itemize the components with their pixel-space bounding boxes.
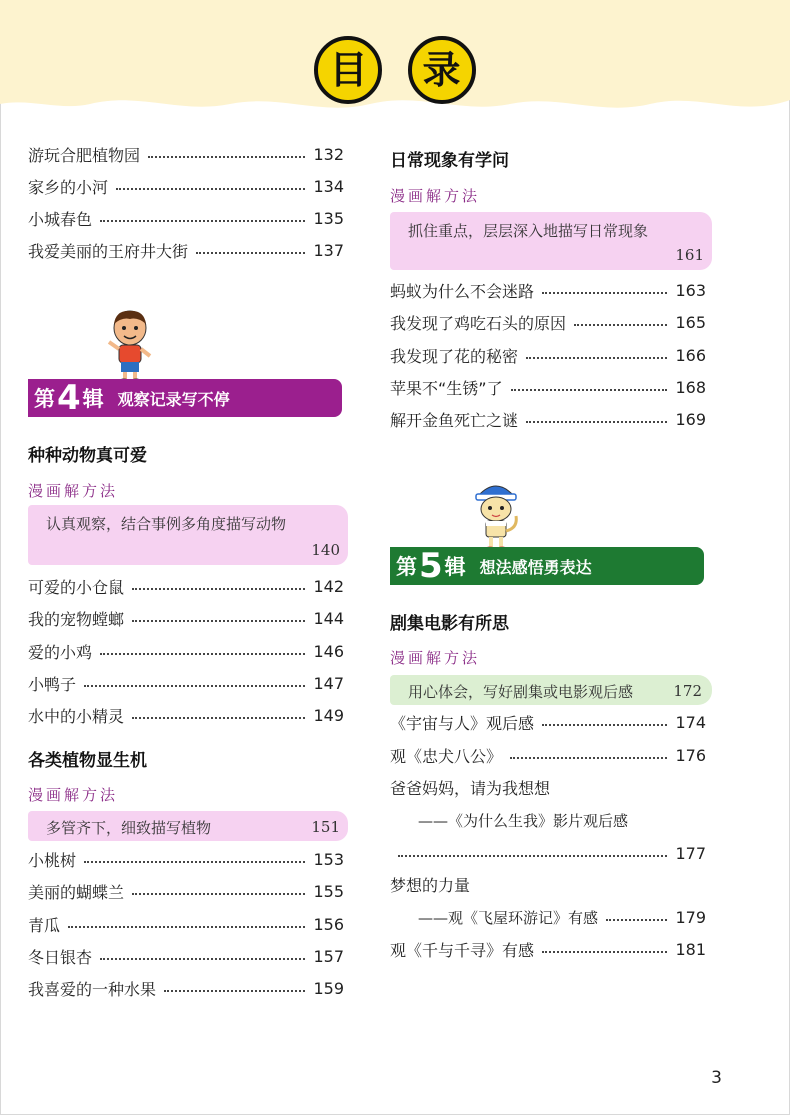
toc-entry[interactable] bbox=[390, 275, 706, 305]
entry-title: 青瓜 bbox=[28, 915, 61, 935]
section-heading-plants: 各类植物显生机 bbox=[28, 751, 147, 771]
entry-page: 135 bbox=[313, 208, 344, 228]
method-label: 漫画解方法 bbox=[28, 786, 119, 804]
unit-4-banner[interactable] bbox=[28, 379, 342, 417]
dot-leader bbox=[84, 685, 305, 687]
entry-title: 小鸭子 bbox=[28, 674, 77, 694]
entry-title: 可爱的小仓鼠 bbox=[28, 577, 125, 597]
entry-title: 我的宠物螳螂 bbox=[28, 609, 125, 629]
entry-title: 梦想的力量 bbox=[390, 875, 471, 895]
method-tip-box[interactable] bbox=[28, 811, 348, 841]
dot-leader bbox=[606, 919, 667, 921]
entry-page: 176 bbox=[675, 745, 706, 765]
entry-page: 159 bbox=[313, 978, 344, 998]
toc-entry-subtitle[interactable] bbox=[418, 902, 706, 932]
toc-entry[interactable] bbox=[390, 740, 706, 770]
toc-entry[interactable] bbox=[28, 941, 344, 971]
entry-page: 153 bbox=[313, 849, 344, 869]
entry-page: 166 bbox=[675, 345, 706, 365]
toc-entry-title-line[interactable] bbox=[390, 869, 706, 899]
entry-title: 水中的小精灵 bbox=[28, 706, 125, 726]
toc-entry[interactable] bbox=[28, 973, 344, 1003]
method-label: 漫画解方法 bbox=[390, 649, 481, 667]
tip-text: 多管齐下，细致描写植物 bbox=[46, 819, 212, 837]
entry-page: 149 bbox=[313, 705, 344, 725]
entry-title: 我爱美丽的王府井大街 bbox=[28, 241, 189, 261]
entry-title: 小城春色 bbox=[28, 209, 93, 229]
dot-leader bbox=[526, 357, 667, 359]
dot-leader bbox=[511, 389, 668, 391]
dot-leader bbox=[148, 156, 305, 158]
cartoon-cat-illustration bbox=[468, 476, 524, 552]
entry-subtitle: ——观《飞屋环游记》有感 bbox=[418, 908, 599, 927]
cartoon-boy-illustration bbox=[104, 308, 156, 384]
toc-entry-title-line[interactable] bbox=[390, 772, 706, 802]
section-heading-daily: 日常现象有学问 bbox=[390, 151, 509, 171]
entry-title: 我喜爱的一种水果 bbox=[28, 979, 157, 999]
section-heading-animals: 种种动物真可爱 bbox=[28, 446, 147, 466]
entry-page: 169 bbox=[675, 409, 706, 429]
entry-title: 美丽的蝴蝶兰 bbox=[28, 882, 125, 902]
entry-page: 142 bbox=[313, 576, 344, 596]
entry-page: 134 bbox=[313, 176, 344, 196]
method-label: 漫画解方法 bbox=[390, 187, 481, 205]
dot-leader bbox=[84, 861, 305, 863]
dot-leader bbox=[132, 717, 305, 719]
entry-title: 观《忠犬八公》 bbox=[390, 746, 503, 766]
unit-prefix: 第 bbox=[34, 387, 55, 411]
tip-text: 用心体会，写好剧集或电影观后感 bbox=[408, 683, 634, 701]
entry-title: 苹果不“生锈”了 bbox=[390, 378, 503, 398]
entry-title: 小桃树 bbox=[28, 850, 77, 870]
unit-number: 5 bbox=[419, 546, 443, 586]
toc-entry[interactable] bbox=[390, 934, 706, 964]
unit-number: 4 bbox=[57, 378, 81, 418]
unit-5-banner[interactable] bbox=[390, 547, 704, 585]
method-label: 漫画解方法 bbox=[28, 482, 119, 500]
toc-entry[interactable] bbox=[28, 636, 344, 666]
entry-title: 冬日银杏 bbox=[28, 947, 93, 967]
entry-page: 137 bbox=[313, 240, 344, 260]
toc-entry[interactable] bbox=[28, 171, 344, 201]
dot-leader bbox=[526, 421, 667, 423]
tip-text: 抓住重点，层层深入地描写日常现象 bbox=[408, 222, 649, 240]
section-heading-film: 剧集电影有所思 bbox=[390, 614, 509, 634]
unit-title: 想法感悟勇表达 bbox=[479, 557, 592, 577]
dot-leader bbox=[100, 653, 305, 655]
toc-entry-subtitle[interactable] bbox=[418, 805, 706, 835]
tip-page: 172 bbox=[673, 682, 702, 700]
dot-leader bbox=[132, 620, 305, 622]
entry-title: 蚂蚁为什么不会迷路 bbox=[390, 281, 535, 301]
entry-page: 177 bbox=[675, 843, 706, 863]
entry-title: 我发现了花的秘密 bbox=[390, 346, 519, 366]
entry-title: 爸爸妈妈，请为我想想 bbox=[390, 778, 551, 798]
entry-page: 157 bbox=[313, 946, 344, 966]
toc-entry[interactable] bbox=[390, 707, 706, 737]
dot-leader bbox=[132, 588, 305, 590]
toc-entry[interactable] bbox=[28, 235, 344, 265]
entry-page: 174 bbox=[675, 712, 706, 732]
entry-page: 165 bbox=[675, 312, 706, 332]
entry-title: 游玩合肥植物园 bbox=[28, 145, 141, 165]
entry-title: 我发现了鸡吃石头的原因 bbox=[390, 313, 567, 333]
entry-page: 147 bbox=[313, 673, 344, 693]
toc-entry[interactable] bbox=[28, 668, 344, 698]
unit-suffix: 辑 bbox=[82, 387, 104, 411]
entry-page: 168 bbox=[675, 377, 706, 397]
page-number: 3 bbox=[711, 1068, 722, 1088]
entry-title: 观《千与千寻》有感 bbox=[390, 940, 535, 960]
toc-entry[interactable] bbox=[28, 139, 344, 169]
toc-entry[interactable] bbox=[28, 571, 344, 601]
title-char-2: 录 bbox=[408, 36, 476, 104]
method-tip-box[interactable] bbox=[390, 675, 712, 705]
entry-title: 家乡的小河 bbox=[28, 177, 109, 197]
method-tip-box[interactable] bbox=[28, 505, 348, 565]
entry-title: 爱的小鸡 bbox=[28, 642, 93, 662]
dot-leader bbox=[100, 958, 305, 960]
dot-leader bbox=[132, 893, 305, 895]
dot-leader bbox=[542, 951, 667, 953]
entry-page: 155 bbox=[313, 881, 344, 901]
tip-page: 151 bbox=[311, 818, 340, 836]
dot-leader bbox=[68, 926, 305, 928]
page-title bbox=[0, 36, 790, 104]
tip-page: 161 bbox=[675, 246, 704, 264]
title-char-1: 目 bbox=[314, 36, 382, 104]
toc-entry[interactable] bbox=[390, 372, 706, 402]
dot-leader bbox=[116, 188, 305, 190]
toc-entry[interactable] bbox=[390, 340, 706, 370]
unit-prefix: 第 bbox=[396, 555, 417, 579]
dot-leader bbox=[574, 324, 667, 326]
dot-leader bbox=[398, 855, 667, 857]
entry-title: 《宇宙与人》观后感 bbox=[390, 713, 535, 733]
entry-subtitle: ——《为什么生我》影片观后感 bbox=[418, 811, 629, 830]
entry-page: 144 bbox=[313, 608, 344, 628]
toc-entry[interactable] bbox=[28, 203, 344, 233]
toc-entry[interactable] bbox=[28, 603, 344, 633]
dot-leader bbox=[196, 252, 305, 254]
entry-page: 156 bbox=[313, 914, 344, 934]
toc-entry[interactable] bbox=[28, 909, 344, 939]
dot-leader bbox=[542, 724, 667, 726]
unit-suffix: 辑 bbox=[444, 555, 466, 579]
dot-leader bbox=[542, 292, 667, 294]
method-tip-box[interactable] bbox=[390, 212, 712, 270]
tip-text: 认真观察，结合事例多角度描写动物 bbox=[46, 515, 287, 533]
toc-entry[interactable] bbox=[28, 844, 344, 874]
entry-title: 解开金鱼死亡之谜 bbox=[390, 410, 519, 430]
toc-entry[interactable] bbox=[28, 876, 344, 906]
dot-leader bbox=[164, 990, 305, 992]
tip-page: 140 bbox=[311, 541, 340, 559]
toc-entry-page-line[interactable] bbox=[390, 838, 706, 868]
dot-leader bbox=[100, 220, 305, 222]
entry-page: 132 bbox=[313, 144, 344, 164]
entry-page: 163 bbox=[675, 280, 706, 300]
dot-leader bbox=[510, 757, 667, 759]
entry-page: 146 bbox=[313, 641, 344, 661]
unit-title: 观察记录写不停 bbox=[117, 389, 230, 409]
entry-page: 181 bbox=[675, 939, 706, 959]
entry-page: 179 bbox=[675, 907, 706, 927]
toc-entry[interactable] bbox=[28, 700, 344, 730]
toc-entry[interactable] bbox=[390, 404, 706, 434]
toc-entry[interactable] bbox=[390, 307, 706, 337]
